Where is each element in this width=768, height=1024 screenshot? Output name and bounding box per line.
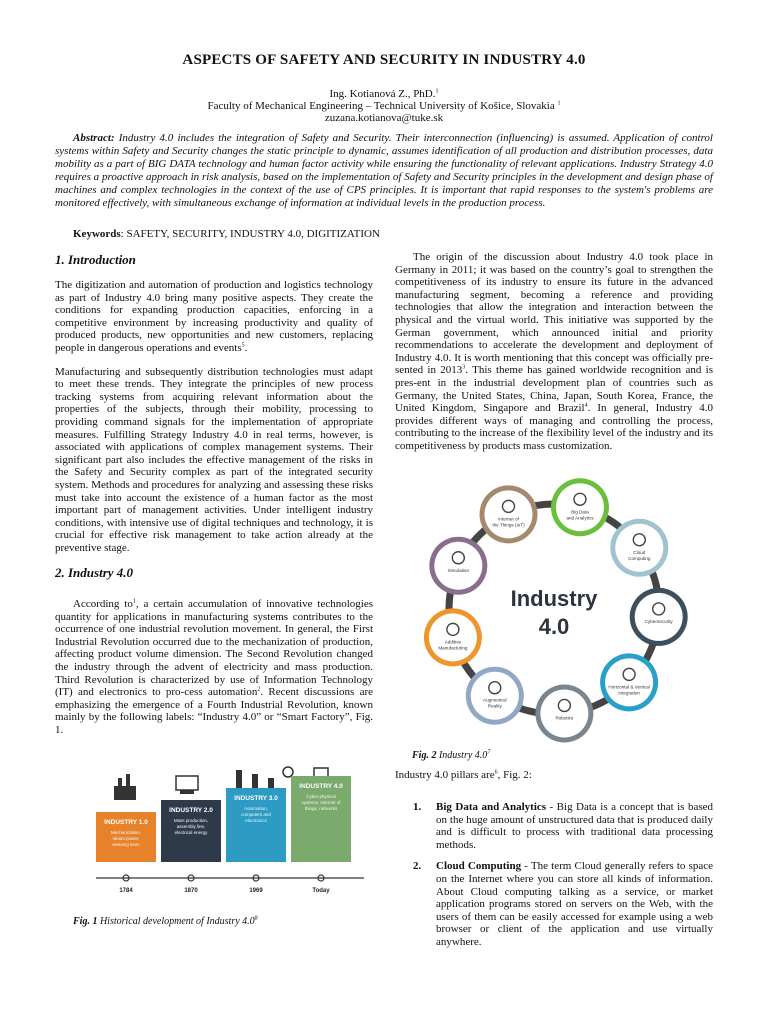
figure-1-caption: Fig. 1 Historical development of Industry $4.0^8$: [73, 915, 258, 927]
list-item: 1. Big Data and Analytics - Big Data is a concept that is based on the huge amount of unstructured data that is produced daily and is difficult to process with traditional data processing methods.: [413, 801, 713, 851]
affiliation: Faculty of Mechanical Engineering – Technical University of Košice, Slovakia: [207, 100, 558, 112]
pillar-node: [610, 519, 668, 577]
pillar-node: [480, 485, 538, 543]
affiliation-sup: 1: [557, 100, 561, 107]
paper-title: ASPECTS OF SAFETY AND SECURITY IN INDUSTRY 4.0: [182, 52, 586, 68]
timeline-step: [161, 800, 221, 894]
figure-2-caption: Fig. 2 Industry $4.0^7$: [412, 749, 491, 761]
pillars-intro: Industry 4.0 pillars are$^6$, Fig. 2:: [395, 769, 532, 781]
step-description: steam power,: [112, 836, 140, 841]
step-year: 1969: [249, 888, 263, 894]
pillar-label: the Things (IoT): [492, 522, 525, 528]
author-email[interactable]: zuzana.kotianova@tuke.sk: [324, 112, 444, 124]
introduction-text: [55, 279, 373, 565]
origin-text: [395, 251, 713, 464]
pillar-label: Cybersecurity: [644, 618, 673, 624]
step-description: things, networks: [304, 806, 338, 811]
figure-1-industry-timeline: [92, 762, 368, 902]
pillar-label: Big Data: [571, 509, 589, 515]
industry-4-text: [55, 598, 373, 748]
step-description: assembly line,: [176, 824, 206, 829]
step-year: Today: [312, 888, 330, 894]
step-label: INDUSTRY 3.0: [234, 795, 278, 802]
step-description: systems, internet of: [301, 800, 341, 805]
pillar-label: Simulation: [447, 567, 470, 573]
abstract: [55, 132, 713, 210]
step-year: 1870: [184, 888, 198, 894]
paragraph: The digitization and automation of production and logistics technology as part of Industry 4.0 bring many positive aspects. They create the conditions for expanding production capacities, enforcing in a competitive environment by increasing productivity and quality of produced products, new opportunities and new customers, replacing people in dangerous operations and events$^5$.: [55, 279, 373, 354]
pillar-node: [630, 588, 688, 646]
step-year: 1784: [119, 888, 133, 894]
keywords-label: Keywords: [73, 228, 121, 240]
step-description: Cyber physical: [306, 794, 336, 799]
pillar-node: [551, 478, 609, 536]
pillar-node: [466, 667, 524, 725]
step-label: INDUSTRY 2.0: [169, 807, 213, 814]
pillars-list: [395, 801, 713, 958]
section-heading-introduction: 1. Introduction: [55, 252, 136, 267]
pillar-label: Cloud: [633, 549, 646, 555]
pillar-label: Additive: [444, 639, 462, 645]
pillar-label: Augmented: [483, 697, 507, 703]
pillar-label: Horizontal & Vertical: [608, 684, 650, 690]
paragraph: The origin of the discussion about Industry 4.0 took place in Germany in 2011; it was based on the country’s goal to strengthen the competitiveness of its industry to ensure its future in the advanced manufacturing segment, becoming a reference and providing technologies that allow the integration and interaction between the physical and the virtual world. This initiative was supported by the German government, which announced initial and priority recommendations to accelerate the development and deployment of Industry 4.0. It is worth mentioning that this concept was officially pre-sented in 2013$^3$. This theme has gained worldwide recognition and is pres-ent in the industrial development plan of countries such as Germany, the United States, China, Japan, South Korea, France, the United Kingdom, Singapore and Brazil$^4$. In general, Industry 4.0 provides different ways of managing and controlling the process, contributing to the increase of the flexibility level of the industry and its competitiveness by products mass customization.: [395, 251, 713, 452]
list-item: 2. Cloud Computing - The term Cloud generally refers to space on the Internet where you can store all kinds of information. About Cloud computing talking as a service, or market application programs stored on servers on the Web, with the users of them can be easily accessed for example using a web browser or client of the application and use virtually anywhere.: [413, 860, 713, 948]
abstract-label: Abstract:: [73, 132, 115, 144]
step-description: Mechanization,: [110, 830, 142, 835]
step-description: electrical energy: [174, 830, 208, 835]
pillar-label: and Analytics: [566, 515, 594, 521]
step-label: INDUSTRY 4.0: [299, 783, 343, 790]
pillar-node: [535, 684, 593, 742]
pillar-node: [424, 608, 482, 666]
step-description: Mass production,: [173, 818, 209, 823]
paragraph: Manufacturing and subsequently distribution technologies must adapt to meet these trends. They integrate the principles of new process tracking systems from acquiring relevant information about the properties of the subjects, through their mobility, processing to providing command signals for the implementation of appropriate measures. Fulfilling Strategy Industry 4.0 in real terms, however, is associated with applications of complex management systems. Their significant part also includes the effective management of the risks in the Safety and Security complex as part of the integrated security system. Methods and procedures for analyzing and assessing these risks must take into account the existence of a human factor as the most important part of management activities. Under intelligent industry conditions, with intensive use of digital techniques and technology, it is crucial for effective risk management to take action already at the preventive stage.: [55, 365, 373, 554]
timeline-step: [96, 812, 156, 894]
pillar-label: Manufacturing: [438, 645, 468, 651]
author-name: Ing. Kotianová Z., PhD.: [329, 88, 436, 100]
pillar-node: [429, 537, 487, 595]
paragraph: According $to^1$, a certain accumulation of innovative technologies quantity for applications in manufacturing systems contributes to the occurrence of one industrial revolution movement. In general, the First Industrial Revolution occurred due to the mechanization of production, affecting product volume dimension. The Second Revolution changed the industry through the advent of electricity and mass production. Third Revolution is characterized by use of Information Technology (IT) and electronics to pro-cess automation$^2$. Recent discussions are emphasizing the emergence of a Fourth Industrial Revolution, known mainly by the following labels: “Industry 4.0” or “Smart Factory”, Fig. 1.: [55, 598, 373, 736]
pillar-label: Internet of: [498, 516, 519, 522]
pillar-label: Reality: [487, 703, 502, 709]
keywords: [73, 228, 380, 240]
diagram-center-title: Industry: [510, 586, 598, 611]
section-heading-industry-4: 2. Industry 4.0: [55, 565, 134, 580]
author-sup: 1: [435, 88, 439, 95]
timeline-step: [291, 776, 351, 894]
pillar-label: Integration: [618, 690, 640, 696]
step-description: electronics: [245, 818, 267, 823]
step-description: weaving loom: [112, 842, 140, 847]
diagram-center-subtitle: 4.0: [538, 614, 570, 639]
step-description: Automation,: [243, 806, 269, 811]
step-description: computers and: [241, 812, 271, 817]
figure-2-industry-4-pillars: [404, 474, 704, 744]
pillar-node: [600, 653, 658, 711]
keywords-text: : SAFETY, SECURITY, INDUSTRY 4.0, DIGITIZATION: [120, 228, 380, 240]
abstract-text: Industry 4.0 includes the integration of Safety and Security. Their interconnection (influencing) is assumed. Application of control systems within Safety and Security changes the static principle to dynamic, assumes identification of all production and distribution processes, data mobility as a part of BIG DATA technology and human factor activity while ensuring the functionality of relevant applications. Industry Strategy 4.0 requires a proactive approach in risk analysis, based on the implementation of Safety and Security principles in the development and design phase of machines and complex technologies in the context of the use of CPS principles. It is important that rapid responses to the system's problems are monitored effectively, with simultaneous exchange of information at individual levels in the production process.: [55, 132, 713, 209]
step-label: INDUSTRY 1.0: [104, 819, 148, 826]
pillar-label: Computing: [628, 555, 651, 561]
pillar-label: Robotics: [555, 715, 574, 721]
